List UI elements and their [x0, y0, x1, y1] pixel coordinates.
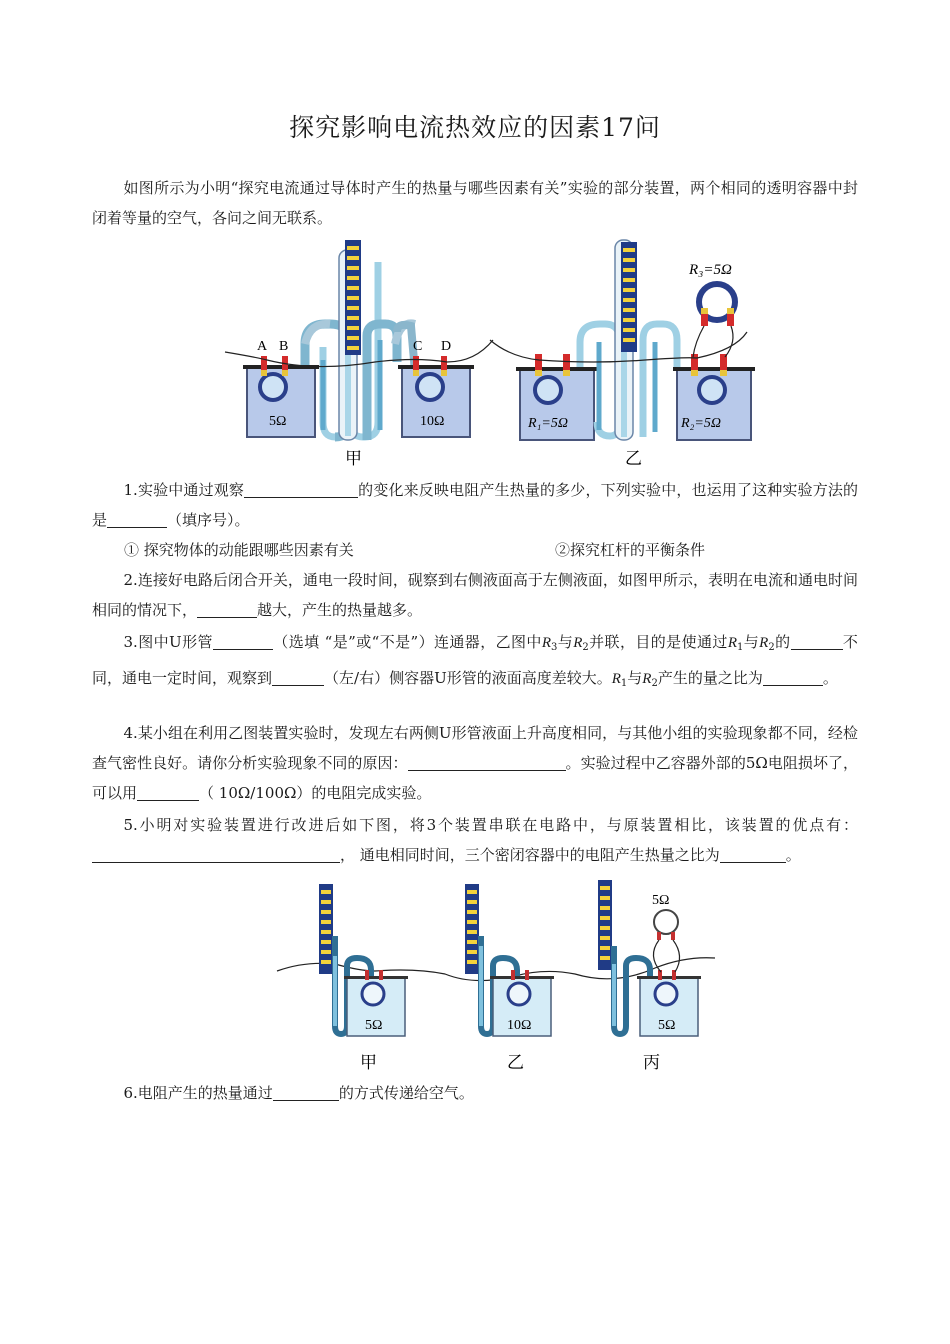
terminal-b: B	[279, 339, 289, 354]
blank-3d[interactable]	[763, 667, 823, 686]
blank-3a[interactable]	[213, 631, 273, 650]
intro-paragraph: 如图所示为小明“探究电流通过导体时产生的热量与哪些因素有关”实验的部分装置，两个相同的透明容器中封闭着等量的空气，各问之间无联系。	[92, 179, 858, 227]
figure-jia-yi	[215, 232, 755, 472]
blank-5b[interactable]	[720, 844, 786, 863]
apparatus-yi	[490, 240, 755, 469]
unit-yi	[465, 884, 554, 1073]
figure-label-jia: 甲	[345, 449, 362, 469]
blank-1a[interactable]	[244, 479, 358, 498]
resistor-label-r3: R₃=5Ω	[689, 262, 732, 278]
resistor-label-r1: R₁=5Ω	[528, 416, 568, 431]
unit-bing-top-resistor: 5Ω	[652, 893, 670, 908]
option-1: ① 探究物体的动能跟哪些因素有关	[124, 541, 354, 559]
figure-label-yi: 乙	[625, 449, 642, 469]
blank-1b[interactable]	[107, 509, 167, 528]
page-title: 探究影响电流热效应的因素17问	[289, 113, 661, 142]
terminal-c: C	[413, 339, 423, 354]
blank-4a[interactable]	[408, 752, 566, 771]
question-3: 3.图中U形管 （选填 “是”或“不是”）连通器，乙图中$R_3$与$R_2$并联，目的是使通过$R_1$与$R_2$的 不同，通电一定时间，观察到 （左/右）侧容器U形管的液面高度差较大。$R_1$与$R_2$产生的量之比为 。	[92, 633, 858, 689]
resistor-label-5ohm: 5Ω	[269, 414, 287, 429]
unit-jia-label: 甲	[360, 1053, 377, 1073]
blank-3b[interactable]	[791, 631, 843, 650]
terminal-d: D	[441, 339, 452, 354]
question-2: 2.连接好电路后闭合开关，通电一段时间，砚察到右侧液面高于左侧液面，如图甲所示，表明在电流和通电时间相同的情况下， 越大，产生的热量越多。	[92, 571, 858, 619]
unit-bing-resistor: 5Ω	[658, 1018, 676, 1033]
blank-2[interactable]	[197, 599, 257, 618]
blank-3c[interactable]	[272, 667, 324, 686]
unit-bing-label: 丙	[643, 1053, 660, 1073]
question-4: 4.某小组在利用乙图装置实验时，发现左右两侧U形管液面上升高度相同，与其他小组的实验现象都不同，经检查气密性良好。请你分析实验现象不同的原因： 。实验过程中乙容器外部的5Ω电阻损坏了，可以用 （ 10Ω/100Ω）的电阻完成实验。	[92, 724, 858, 802]
unit-jia	[319, 884, 408, 1073]
figure-three-apparatus	[275, 876, 720, 1076]
resistor-label-r2: R₂=5Ω	[681, 416, 721, 431]
blank-5a[interactable]	[92, 844, 340, 863]
apparatus-jia	[225, 240, 493, 469]
unit-yi-label: 乙	[507, 1053, 524, 1073]
blank-6[interactable]	[273, 1082, 339, 1101]
question-1: 1.实验中通过观察 的变化来反映电阻产生热量的多少，下列实验中，也运用了这种实验方法的是 （填序号）。	[92, 481, 859, 529]
blank-4b[interactable]	[137, 782, 199, 801]
unit-bing	[598, 880, 701, 1073]
option-2: ②探究杠杆的平衡条件	[555, 541, 706, 559]
terminal-a: A	[257, 339, 268, 354]
question-6: 6.电阻产生的热量通过 的方式传递给空气。	[123, 1084, 474, 1102]
resistor-label-10ohm: 10Ω	[420, 414, 445, 429]
unit-jia-resistor: 5Ω	[365, 1018, 383, 1033]
unit-yi-resistor: 10Ω	[507, 1018, 532, 1033]
question-5: 5.小明对实验装置进行改进后如下图，将3个装置串联在电路中，与原装置相比，该装置的优点有：， 通电相同时间，三个密闭容器中的电阻产生热量之比为 。	[92, 810, 858, 870]
